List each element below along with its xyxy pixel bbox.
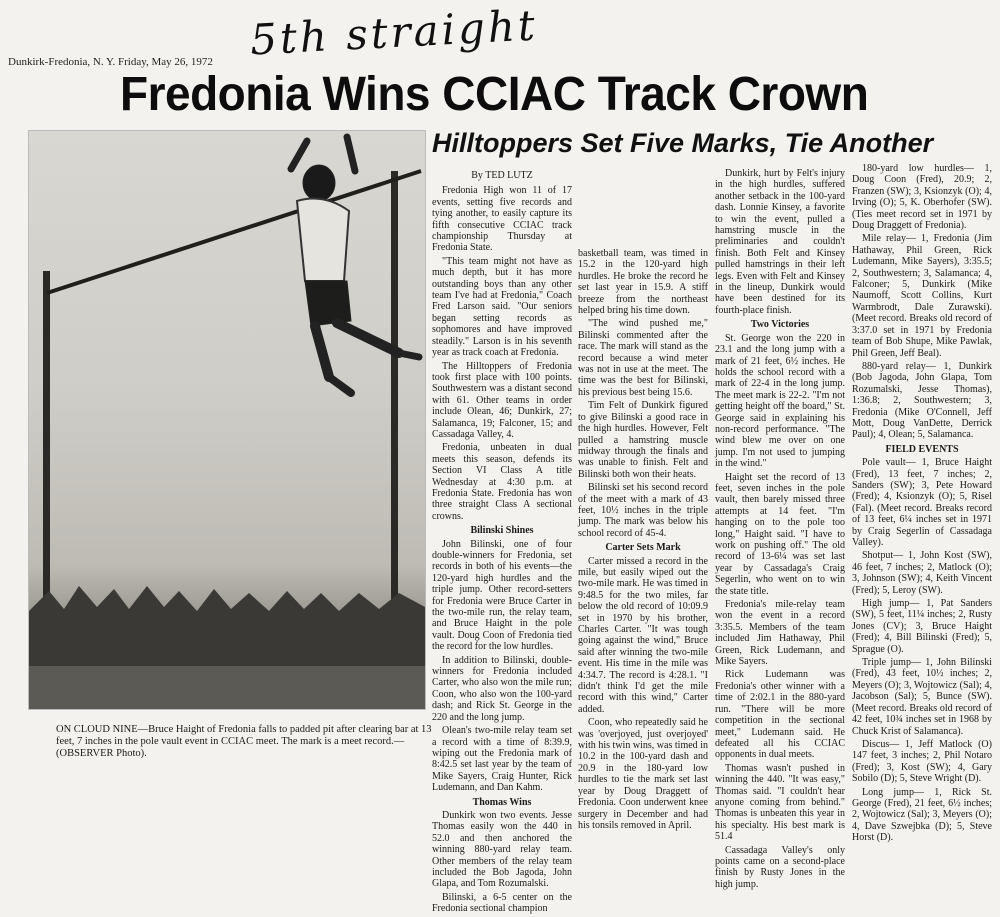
section-heading: FIELD EVENTS [885, 443, 959, 455]
section-heading: Carter Sets Mark [605, 542, 681, 554]
paragraph: Thomas wasn't pushed in winning the 440. "It was easy," Thomas said. "I couldn't hear anyone coming from behind." Thomas is unbeaten this year in his specialty. His best mark is 51.4 [715, 762, 845, 843]
paragraph: Carter missed a record in the mile, but easily wiped out the two-mile mark. He was timed in 9:48.5 for the two miles, far below the old record of 10:09.9 set in 1970 by his brother, Charles Carter. "It was tough going against the wind," Bruce said after winning the two-mile event. His time in the mile was 4:34.7. The record is 4:28.1. "I didn't think I'd get the mile record with this wind," Carter added. [578, 555, 708, 715]
result-entry: Pole vault— 1, Bruce Haight (Fred), 13 feet, 7 inches; 2, Sanders (SW); 3, Pete Howard (Fred); 4, Ksionzyk (O); 5, Risel (Fal). (Meet record. Breaks record of 13 feet, 6¼ inches set in 1971 by Craig Segerlin of Cassadaga Valley). [852, 457, 992, 548]
paragraph: Bilinski, a 6-5 center on the Fredonia sectional champion [432, 891, 572, 915]
result-entry: Triple jump— 1, John Bilinski (Fred), 43 feet, 10½ inches; 2, Meyers (O); 3, Wojtowicz (Sal); 4, Jacobson (Sal); 5, Bunce (SW). (Meet record. Breaks old record of 42 feet, 10¾ inches set in 1968 by Chuck Krist of Salamanca). [852, 657, 992, 737]
paragraph: Coon, who repeatedly said he was 'overjoyed, just overjoyed' with his twin wins, was timed in 10.2 in the 100-yard dash and 20.9 in the 180-yard low hurdles to tie the mark set last year by Doug Draggett of Fredonia. Coon underwent knee surgery in December and had his tonsils removed in April. [578, 717, 708, 831]
result-entry: Shotput— 1, John Kost (SW), 46 feet, 7 inches; 2, Matlock (O); 3, Johnson (SW); 4, Keith Vincent (Fred); 5, Leroy (SW). [852, 550, 992, 596]
byline: By TED LUTZ [471, 170, 533, 181]
dateline: Dunkirk-Fredonia, N. Y. Friday, May 26, 1972 [8, 56, 213, 68]
paragraph: Rick Ludemann was Fredonia's other winner with a time of 2:02.1 in the 880-yard run. "There will be more competition in the sectional meet," Ludemann said. He defeated all his CCIAC opponents in dual meets. [715, 669, 845, 761]
paragraph: Fredonia, unbeaten in dual meets this season, defends its Section VI Class A title Wednesday at 4:30 p.m. at Fredonia State. Fredonia has won three straight Class A sectional crowns. [432, 442, 572, 522]
subheadline: Hilltoppers Set Five Marks, Tie Another [432, 128, 934, 158]
handwritten-note: 5th straight [248, 0, 539, 65]
paragraph: "This team might not have as much depth, but it has more outstanding boys than any other team I've had at Fredonia," Coach Fred Larson said. "Our seniors began setting records as sophomores and have improved steadily." Larson is in his seventh year as track coach at Fredonia. [432, 255, 572, 359]
result-entry: 880-yard relay— 1, Dunkirk (Bob Jagoda, John Glapa, Tom Rozumalski, Jesse Thomas), 1:36.8; 2, Southwestern; 3, Fredonia (Mike O'Connell, Jeff Mott, Doug VanDette, Derrick Paul); 4, Olean; 5, Salamanca. [852, 360, 992, 441]
paragraph: Fredonia High won 11 of 17 events, setting five records and tying another, to easily capture its fifth consecutive CCIAC track championship Thursday at Fredonia State. [432, 185, 572, 254]
results-column [852, 163, 992, 846]
paragraph: Haight set the record of 13 feet, seven inches in the pole vault, then barely missed three attempts at 14 feet. "I'm hanging on to the pole too long," Haight said. "I have to work on pushing off." The old record of 13-6¼ was set last year by Cassadaga's Craig Segerlin, who went on to win the state title. [715, 471, 845, 597]
paragraph: Bilinski set his second record of the meet with a mark of 43 feet, 10½ inches in the triple jump. The mark was below his school record of 45-4. [578, 482, 708, 539]
paragraph: Dunkirk, hurt by Felt's injury in the high hurdles, suffered another setback in the 100-yard dash. Lonnie Kinsey, a favorite to win the event, pulled a hamstring muscle in the preliminaries and couldn't finish. Both Felt and Kinsey pulled hamstrings in their left legs. Even with Felt and Kinsey in the lineup, Dunkirk would have been destined for its fourth-place finish. [715, 168, 845, 316]
result-entry: Discus— 1, Jeff Matlock (O) 147 feet, 3 inches; 2, Phil Notaro (Fred); 3, Kost (SW); 4, Gary Sobilo (D); 5, Steve Wright (D). [852, 738, 992, 785]
paragraph: Cassadaga Valley's only points came on a second-place finish by Rusty Jones in the high jump. [715, 844, 845, 890]
paragraph: Olean's two-mile relay team set a record with a time of 8:39.9, wiping out the Fredonia mark of 8:42.5 set last year by the team of Mike Sayers, Craig Hunter, Rick Ludemann, and Dan Kahm. [432, 725, 572, 794]
paragraph: basketball team, was timed in 15.2 in the 120-yard high hurdles. He broke the record he set last year in 15.9. A stiff breeze from the northeast helped bring his time down. [578, 248, 708, 317]
section-heading: Bilinski Shines [470, 525, 534, 537]
result-entry: Mile relay— 1, Fredonia (Jim Hathaway, Phil Green, Rick Ludemann, Mike Sayers), 3:35.5; 2, Southwestern; 3, Salamanca; 4, Falconer; 5, Dunkirk (Mike Naumoff, Scott Collins, Kurt Warmbrodt, Dale Zurawski). (Meet record. Breaks old record of 3:37.0 set in 1971 by Fredonia team of Bob Shupe, Mike Pawlak, Phil Green, Jeff Beal). [852, 233, 992, 359]
photo-illustration [29, 131, 425, 709]
pole-vault-photo [28, 130, 426, 710]
paragraph: St. George won the 220 in 23.1 and the long jump with a mark of 21 feet, 6½ inches. He holds the school record with a mark of 22-4 in the long jump. The meet mark is 22-2. "I'm not getting height off the board," St. George said in explaining his non-record performance. "The wind blew me over on one jump. I'm not used to jumping in the wind." [715, 332, 845, 470]
section-heading: Thomas Wins [472, 796, 532, 808]
paragraph: "The wind pushed me," Bilinski commented after the race. The mark will stand as the record because a wind meter was not in use at the meet. The time was the best for Bilinski, his previous best being 15.6. [578, 318, 708, 398]
result-entry: 180-yard low hurdles— 1, Doug Coon (Fred), 20.9; 2, Franzen (SW); 3, Ksionzyk (O); 4, Irving (O); 5, K. Oberhofer (SW). (Ties meet record set in 1971 by Doug Draggett of Fredonia). [852, 163, 992, 232]
paragraph: John Bilinski, one of four double-winners for Fredonia, set records in both of his events—the 120-yard high hurdles and the triple jump. Other record-setters for Fredonia were Bruce Carter in the two-mile run, the relay team, and Bruce Haight in the pole vault. Doug Coon of Fredonia tied the record for the low hurdles. [432, 538, 572, 653]
paragraph: Dunkirk won two events. Jesse Thomas easily won the 440 in 52.0 and then anchored the winning 880-yard relay team. Other members of the relay team included the Bob Jagoda, John Glapa, and Tom Rozumalski. [432, 809, 572, 890]
paragraph: Fredonia's mile-relay team won the event in a record 3:35.5. Members of the team included Jim Hathaway, Phil Green, Rick Ludemann, and Mike Sayers. [715, 599, 845, 668]
paragraph: In addition to Bilinski, double-winners for Fredonia included Carter, who also won the mile run; Coon, who also won the 100-yard dash; and Rick St. George in the 220 and the long jump. [432, 654, 572, 723]
article-column-1 [432, 170, 572, 917]
paragraph: Tim Felt of Dunkirk figured to give Bilinski a good race in the high hurdles. However, Felt pulled a hamstring muscle midway through the finals and was unable to finish. Felt and Bilinski both won their heats. [578, 400, 708, 480]
headline: Fredonia Wins CCIAC Track Crown [120, 65, 869, 121]
photo-caption: ON CLOUD NINE—Bruce Haight of Fredonia falls to padded pit after clearing bar at 13 feet, 7 inches in the pole vault event in CCIAC meet. The mark is a meet record.—(OBSERVER Photo). [56, 724, 432, 759]
result-entry: High jump— 1, Pat Sanders (SW), 5 feet, 11¼ inches; 2, Rusty Jones (CV); 3, Bruce Haight (Fred); 4, Bill Bilinski (Fred); 5, Sprague (O). [852, 598, 992, 655]
article-column-2 [578, 248, 708, 833]
section-heading: Two Victories [750, 319, 810, 331]
result-entry: Long jump— 1, Rick St. George (Fred), 21 feet, 6½ inches; 2, Wojtowicz (Sal); 3, Meyers (O); 4, Dave Szwejbka (D); 5, Steve Horst (D). [852, 786, 992, 844]
paragraph: The Hilltoppers of Fredonia took first place with 100 points. Southwestern was a distant second with 61. Other teams in order include Olean, 46; Dunkirk, 27; Salamanca, 19; Falconer, 15; and Cassadaga Valley, 4. [432, 360, 572, 440]
article-column-3 [715, 168, 845, 892]
